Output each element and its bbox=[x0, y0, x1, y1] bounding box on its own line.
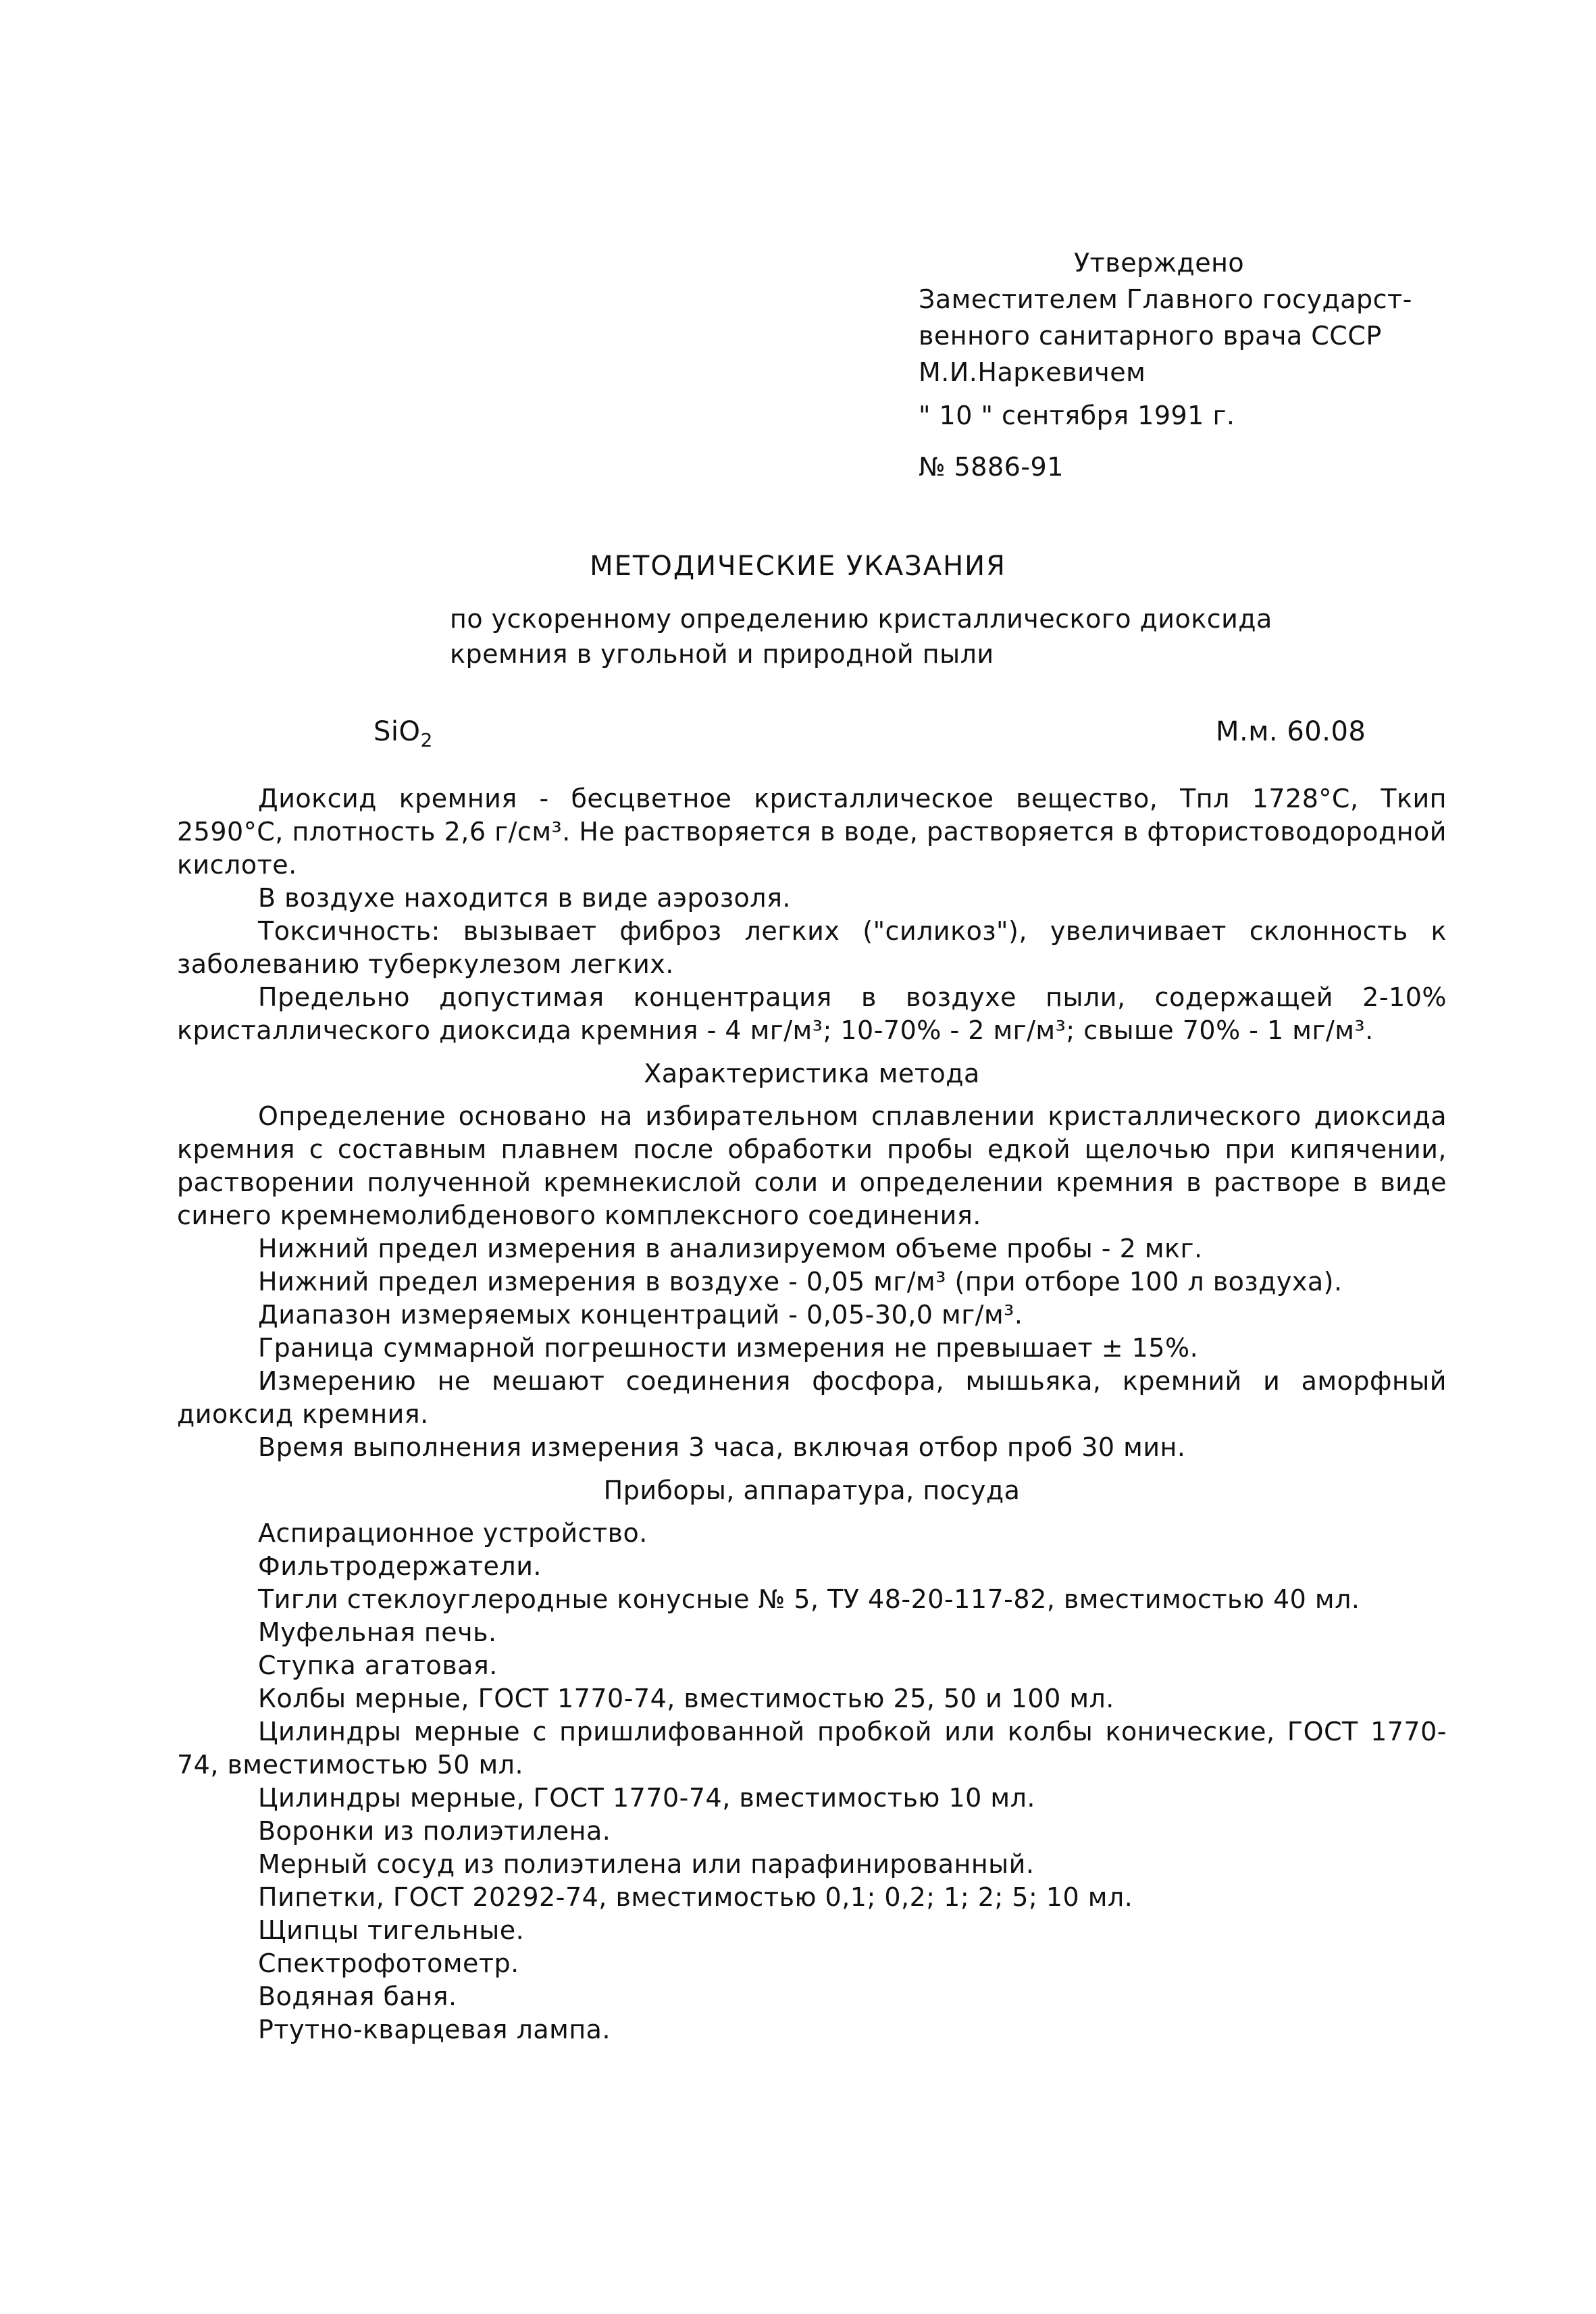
equipment-item: Щипцы тигельные. bbox=[258, 1915, 525, 1945]
method-paragraph-2: Нижний предел измерения в анализируемом объеме пробы - 2 мкг. bbox=[258, 1234, 1203, 1263]
document-body bbox=[177, 782, 1447, 2046]
intro-paragraph-3: Токсичность: вызывает фиброз легких ("силикоз"), увеличивает склонность к заболеванию туберкулезом легких. bbox=[177, 916, 1447, 979]
method-paragraph-4: Диапазон измеряемых концентраций - 0,05-30,0 мг/м³. bbox=[258, 1300, 1023, 1330]
equipment-item: Воронки из полиэтилена. bbox=[258, 1816, 611, 1846]
equipment-item: Ступка агатовая. bbox=[258, 1651, 498, 1680]
approval-block bbox=[919, 245, 1526, 485]
subtitle-line-2: кремния в угольной и природной пыли bbox=[450, 639, 994, 669]
approval-line-1: Заместителем Главного государст- bbox=[919, 284, 1412, 314]
equipment-item: Ртутно-кварцевая лампа. bbox=[258, 2015, 611, 2044]
approval-date: " 10 " сентября 1991 г. bbox=[919, 401, 1235, 430]
intro-paragraph-2: В воздухе находится в виде аэрозоля. bbox=[258, 883, 792, 913]
equipment-item: Водяная баня. bbox=[258, 1982, 457, 2011]
subtitle-line-1: по ускоренному определению кристаллического диоксида bbox=[450, 604, 1272, 634]
chemical-formula bbox=[374, 716, 433, 751]
document-subtitle bbox=[450, 601, 1395, 672]
method-paragraph-6: Измерению не мешают соединения фосфора, мышьяка, кремний и аморфный диоксид кремния. bbox=[177, 1366, 1447, 1429]
equipment-item: Аспирационное устройство. bbox=[258, 1518, 648, 1548]
equipment-item: Мерный сосуд из полиэтилена или парафинированный. bbox=[258, 1849, 1035, 1879]
equipment-item: Тигли стеклоуглеродные конусные № 5, ТУ 48-20-117-82, вместимостью 40 мл. bbox=[258, 1584, 1360, 1614]
equipment-item: Цилиндры мерные, ГОСТ 1770-74, вместимостью 10 мл. bbox=[258, 1783, 1035, 1813]
equipment-item: Цилиндры мерные с пришлифованной пробкой или колбы конические, ГОСТ 1770-74, вместимостью 50 мл. bbox=[177, 1717, 1447, 1780]
method-heading: Характеристика метода bbox=[644, 1059, 980, 1088]
formula-subscript: 2 bbox=[420, 729, 433, 751]
equipment-heading: Приборы, аппаратура, посуда bbox=[603, 1476, 1021, 1505]
intro-paragraph-4: Предельно допустимая концентрация в воздухе пыли, содержащей 2-10% кристаллического диоксида кремния - 4 мг/м³; 10-70% - 2 мг/м³; свыше 70% - 1 мг/м³. bbox=[177, 982, 1447, 1045]
intro-paragraph-1: Диоксид кремния - бесцветное кристаллическое вещество, Тпл 1728°С, Ткип 2590°С, плотность 2,6 г/см³. Не растворяется в воде, растворяется в фтористоводородной кислоте. bbox=[177, 784, 1447, 880]
approval-line-3: М.И.Наркевичем bbox=[919, 357, 1146, 387]
approval-header: Утверждено bbox=[1074, 248, 1245, 278]
equipment-item: Муфельная печь. bbox=[258, 1617, 497, 1647]
approval-line-2: венного санитарного врача СССР bbox=[919, 321, 1382, 351]
formula-main: SiO bbox=[374, 716, 421, 747]
approval-number: № 5886-91 bbox=[919, 452, 1064, 482]
method-paragraph-1: Определение основано на избирательном сплавлении кристаллического диоксида кремния с составным плавнем после обработки пробы едкой щелочью при кипячении, растворении полученной кремнекислой соли и определении кремния в растворе в виде синего кремнемолибденового комплексного соединения. bbox=[177, 1101, 1447, 1230]
method-paragraph-7: Время выполнения измерения 3 часа, включая отбор проб 30 мин. bbox=[258, 1432, 1186, 1462]
equipment-list bbox=[177, 1517, 1447, 2046]
equipment-item: Фильтродержатели. bbox=[258, 1551, 542, 1581]
equipment-item: Колбы мерные, ГОСТ 1770-74, вместимостью 25, 50 и 100 мл. bbox=[258, 1684, 1114, 1713]
molar-mass: М.м. 60.08 bbox=[1216, 716, 1366, 747]
equipment-item: Пипетки, ГОСТ 20292-74, вместимостью 0,1; 0,2; 1; 2; 5; 10 мл. bbox=[258, 1882, 1133, 1912]
method-paragraph-5: Граница суммарной погрешности измерения не превышает ± 15%. bbox=[258, 1333, 1199, 1363]
equipment-item: Спектрофотометр. bbox=[258, 1948, 519, 1978]
method-paragraph-3: Нижний предел измерения в воздухе - 0,05 мг/м³ (при отборе 100 л воздуха). bbox=[258, 1267, 1343, 1297]
document-title: МЕТОДИЧЕСКИЕ УКАЗАНИЯ bbox=[590, 551, 1006, 582]
